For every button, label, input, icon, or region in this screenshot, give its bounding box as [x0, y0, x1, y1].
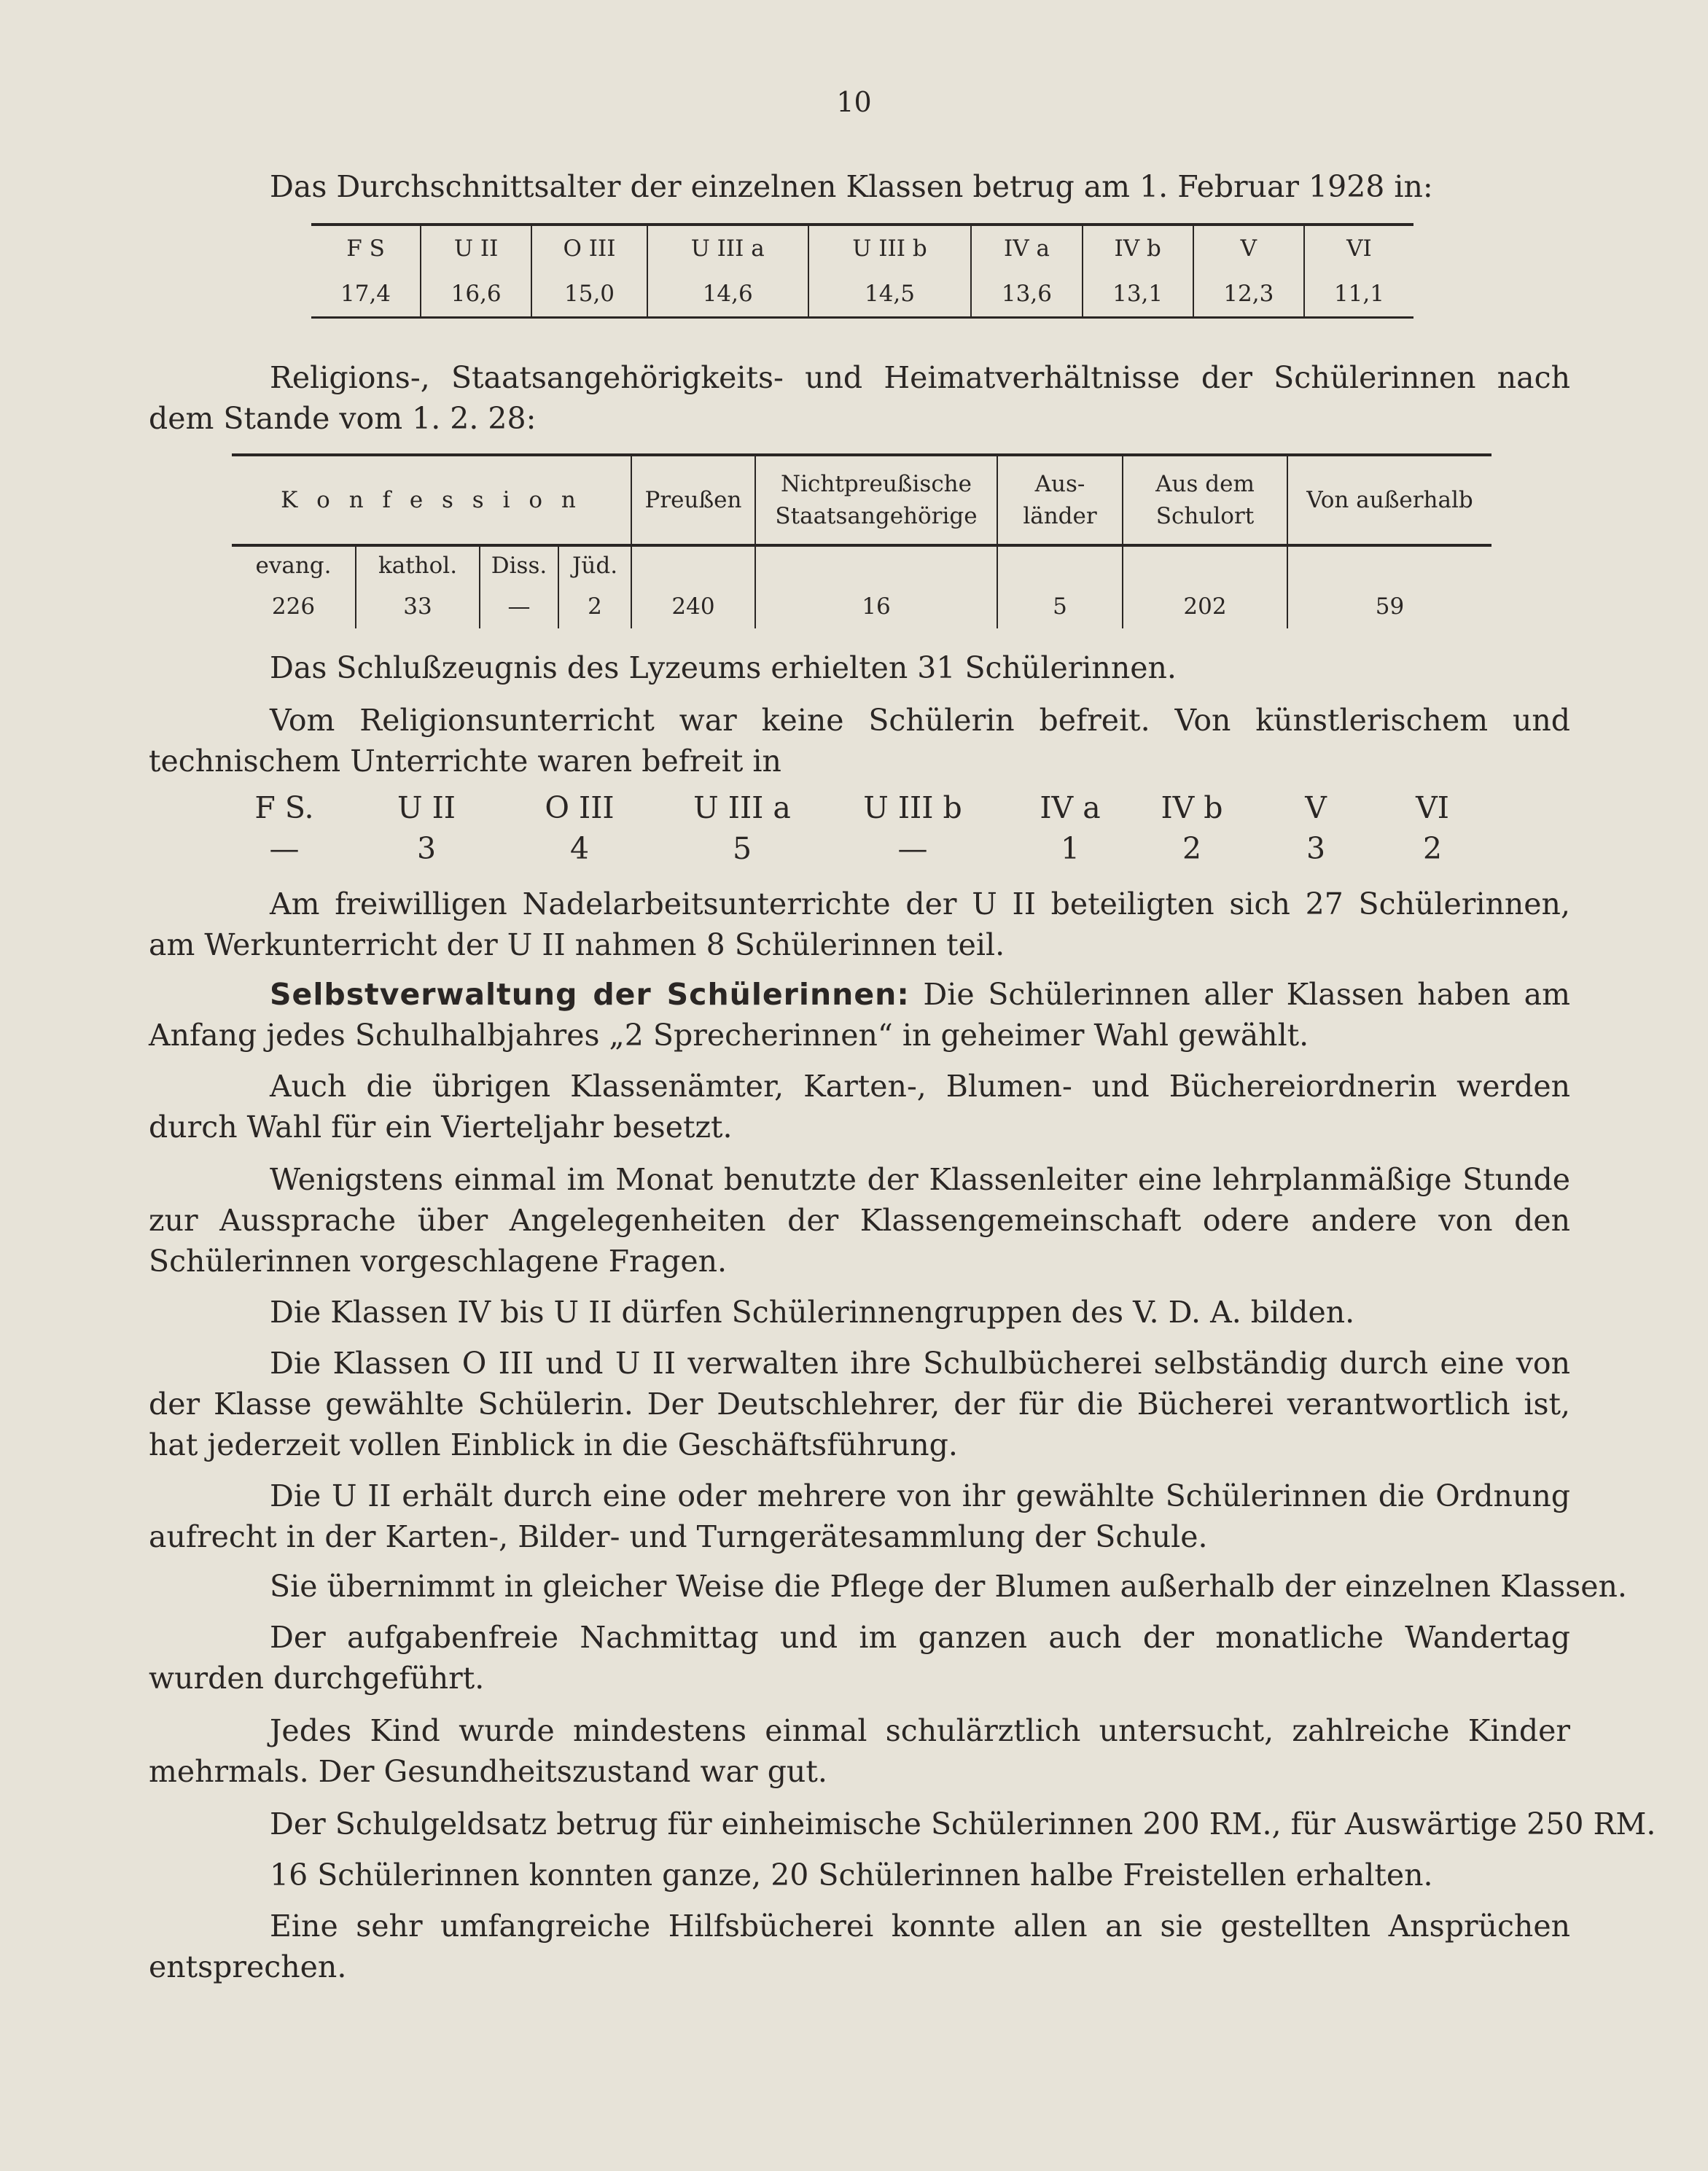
exempt-count: 2 — [1422, 831, 1443, 866]
header-konfession: K o n f e s s i o n — [232, 455, 631, 545]
age-class-cell: U III b — [808, 225, 972, 271]
p-selbst-heading: Selbstverwaltung der Schülerinnen: — [270, 977, 910, 1012]
exempt-count: — — [897, 831, 928, 866]
age-value-cell: 11,1 — [1333, 281, 1384, 307]
header-ausserhalb: Von außerhalb — [1287, 455, 1491, 545]
age-table-value-row — [311, 271, 1413, 318]
exempt-count: — — [269, 831, 300, 866]
age-value-cell: 12,3 — [1193, 271, 1304, 318]
exempt-count: 3 — [416, 831, 437, 866]
val-diss: — — [480, 585, 558, 628]
exempt-count: 3 — [1306, 831, 1326, 866]
exempt-class: U III a — [693, 790, 791, 825]
intro-religion: Religions-, Staatsangehörigkeits- und Heimatverhältnisse der Schülerinnen nach dem Stande vom 1. 2. 28: — [149, 360, 1570, 436]
exempt-count: 5 — [732, 831, 752, 866]
religion-sub-row — [232, 545, 1491, 585]
exempt-class: VI — [1416, 790, 1449, 825]
age-value-cell: 17,4 — [311, 271, 421, 318]
val-kathol: 33 — [356, 585, 480, 628]
exempt-count: 4 — [569, 831, 590, 866]
exempt-count: 2 — [1182, 831, 1202, 866]
sub-kathol: kathol. — [356, 545, 480, 585]
val-evang: 226 — [232, 585, 356, 628]
header-auslaender: Aus- länder — [997, 455, 1123, 545]
val-schulort: 202 — [1123, 585, 1287, 628]
p-vda: Die Klassen IV bis U II dürfen Schülerinnengruppen des V. D. A. bilden. — [270, 1295, 1355, 1330]
age-table — [311, 223, 1413, 319]
p-klassenaemter: Auch die übrigen Klassenämter, Karten-, Blumen- und Büchereiordnerin werden durch Wahl für ein Vierteljahr besetzt. — [149, 1069, 1570, 1145]
age-class-cell: V — [1193, 225, 1304, 271]
age-class-cell: IV a — [971, 225, 1082, 271]
age-class-cell: U II — [421, 225, 531, 271]
sub-evang: evang. — [232, 545, 356, 585]
age-class-cell: U III a — [647, 225, 808, 271]
age-value-cell: 13,1 — [1083, 271, 1193, 318]
age-value-cell: 14,5 — [808, 271, 972, 318]
age-class-cell: O III — [531, 225, 647, 271]
p-religionsunterricht: Vom Religionsunterricht war keine Schülerin befreit. Von künstlerischem und technischem Unterrichte waren befreit in — [149, 703, 1570, 779]
exempt-class: O III — [545, 790, 615, 825]
p-selbstverwaltung — [149, 974, 1570, 1056]
p-ordnung: Die U II erhält durch eine oder mehrere von ihr gewählte Schülerinnen die Ordnung aufrecht in der Karten-, Bilder- und Turngerätesammlung der Schule. — [149, 1478, 1570, 1554]
exempt-class: U II — [397, 790, 456, 825]
religion-header-row — [232, 455, 1491, 545]
header-schulort: Aus dem Schulort — [1123, 455, 1287, 545]
sub-jued: Jüd. — [558, 545, 631, 585]
p-nadelarbeit: Am freiwilligen Nadelarbeitsunterrichte der U II beteiligten sich 27 Schülerinnen, am Werkunterricht der U II nahmen 8 Schülerinnen teil. — [149, 886, 1570, 962]
p-selbst-text: Die Schülerinnen aller Klassen haben am Anfang jedes Schulhalbjahres „2 Sprecherinnen“ in geheimer Wahl gewählt. — [149, 977, 1570, 1053]
page-number: 10 — [836, 86, 872, 118]
age-value-cell: 15,0 — [531, 271, 647, 318]
p-schlusszeugnis: Das Schlußzeugnis des Lyzeums erhielten 31 Schülerinnen. — [270, 650, 1177, 685]
header-nichtpreussische: Nichtpreußische Staatsangehörige — [755, 455, 997, 545]
header-preussen: Preußen — [631, 455, 755, 545]
exempt-class: IV a — [1040, 790, 1101, 825]
val-ausserhalb: 59 — [1375, 593, 1405, 620]
age-class-cell: VI — [1304, 225, 1413, 271]
exempt-class: IV b — [1161, 790, 1223, 825]
age-value-cell: 14,6 — [647, 271, 808, 318]
age-value-cell: 13,6 — [971, 271, 1082, 318]
exempt-count: 1 — [1060, 831, 1080, 866]
val-nichtpreussische: 16 — [755, 585, 997, 628]
age-class-cell: F S — [311, 225, 421, 271]
val-preussen: 240 — [631, 585, 755, 628]
religion-value-row — [232, 585, 1491, 628]
p-nachmittag: Der aufgabenfreie Nachmittag und im ganzen auch der monatliche Wandertag wurden durchgeführt. — [149, 1620, 1570, 1696]
sub-diss: Diss. — [480, 545, 558, 585]
p-gesundheit: Jedes Kind wurde mindestens einmal schulärztlich untersucht, zahlreiche Kinder mehrmals. Der Gesundheitszustand war gut. — [149, 1713, 1570, 1789]
exempt-class: U III b — [863, 790, 962, 825]
age-table-header-row — [311, 225, 1413, 271]
exempt-class: V — [1305, 790, 1327, 825]
val-auslaender: 5 — [997, 585, 1123, 628]
religion-table — [232, 453, 1491, 628]
p-freistellen: 16 Schülerinnen konnten ganze, 20 Schülerinnen halbe Freistellen erhalten. — [270, 1858, 1433, 1893]
p-schulgeld: Der Schulgeldsatz betrug für einheimische Schülerinnen 200 RM., für Auswärtige 250 RM. — [270, 1806, 1656, 1841]
age-value-cell: 16,6 — [421, 271, 531, 318]
exempt-class: F S. — [254, 790, 314, 825]
intro-age: Das Durchschnittsalter der einzelnen Klassen betrug am 1. Februar 1928 in: — [270, 169, 1433, 204]
age-class-cell: IV b — [1083, 225, 1193, 271]
p-schulbuecherei: Die Klassen O III und U II verwalten ihre Schulbücherei selbständig durch eine von der Klasse gewählte Schülerin. Der Deutschlehrer, der für die Bücherei verantwortlich ist, hat jederzeit vollen Einblick in die Geschäftsführung. — [149, 1346, 1570, 1462]
p-hilfsbuecherei: Eine sehr umfangreiche Hilfsbücherei konnte allen an sie gestellten Ansprüchen entsprechen. — [149, 1909, 1570, 1984]
p-blumen: Sie übernimmt in gleicher Weise die Pflege der Blumen außerhalb der einzelnen Klassen. — [270, 1569, 1627, 1604]
p-monat: Wenigstens einmal im Monat benutzte der Klassenleiter eine lehrplanmäßige Stunde zur Aussprache über Angelegenheiten der Klassengemeinschaft odere andere von den Schülerinnen vorgeschlagene Fragen. — [149, 1162, 1570, 1279]
val-jued: 2 — [558, 585, 631, 628]
